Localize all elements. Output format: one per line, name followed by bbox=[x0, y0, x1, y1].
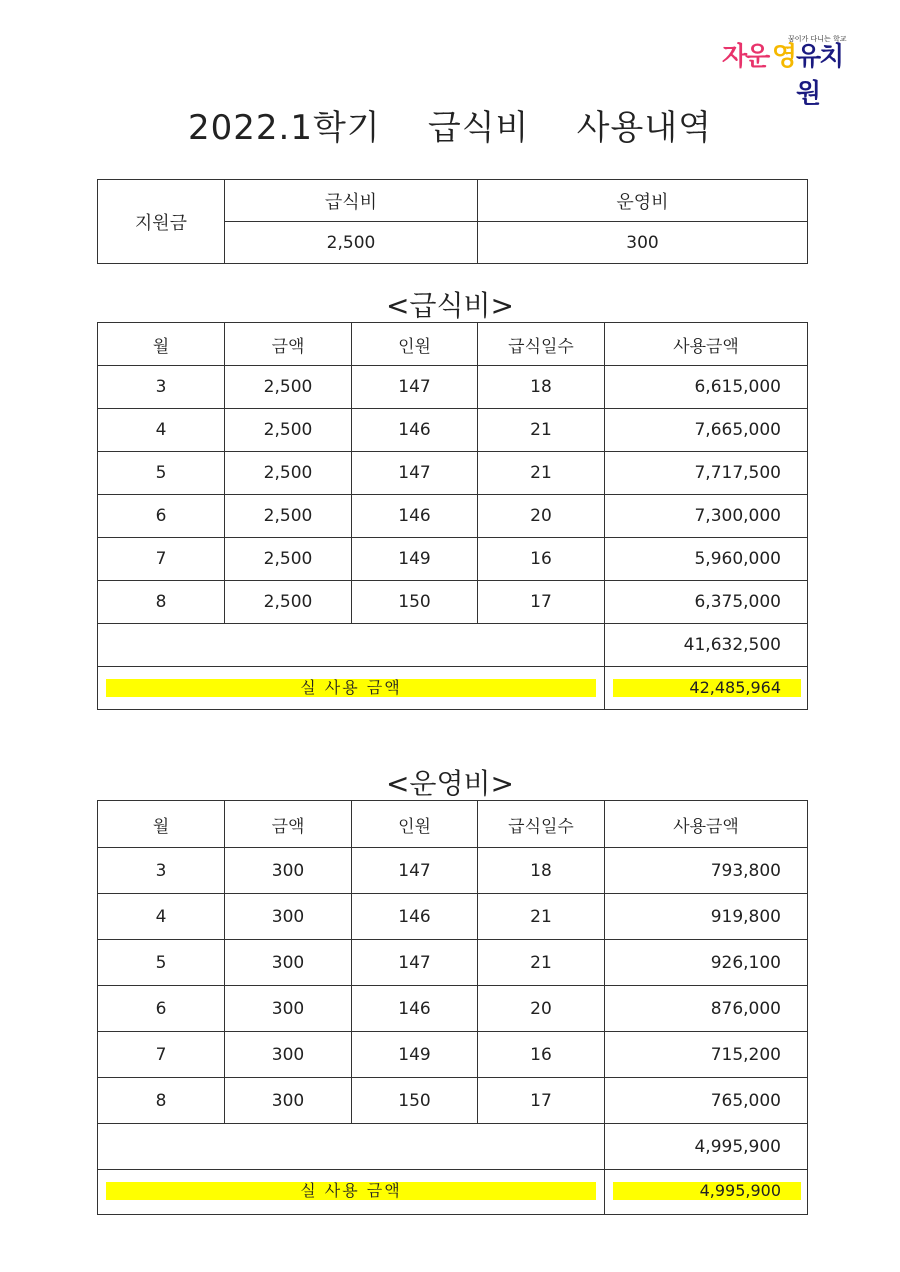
cell: 300 bbox=[225, 986, 352, 1032]
table-row bbox=[98, 940, 808, 986]
cell: 7,665,000 bbox=[605, 409, 808, 452]
table-row bbox=[98, 495, 808, 538]
logo-text-3: 유치원 bbox=[796, 42, 843, 109]
cell: 8 bbox=[98, 1078, 225, 1124]
cell: 17 bbox=[478, 1078, 605, 1124]
cell: 18 bbox=[478, 366, 605, 409]
meal-section-title: <급식비> bbox=[385, 289, 515, 322]
support-label: 지원금 bbox=[98, 180, 225, 264]
cell: 7 bbox=[98, 1032, 225, 1078]
cell: 926,100 bbox=[605, 940, 808, 986]
real-usage-label-cell bbox=[98, 1170, 605, 1215]
cell: 16 bbox=[478, 1032, 605, 1078]
table-row bbox=[98, 581, 808, 624]
cell: 147 bbox=[352, 452, 478, 495]
total-label-cell bbox=[98, 624, 605, 667]
real-usage-row bbox=[98, 1170, 808, 1215]
cell: 876,000 bbox=[605, 986, 808, 1032]
table-row bbox=[98, 452, 808, 495]
real-usage-row bbox=[98, 667, 808, 710]
cell: 146 bbox=[352, 894, 478, 940]
cell: 147 bbox=[352, 940, 478, 986]
table-row bbox=[98, 538, 808, 581]
cell: 18 bbox=[478, 848, 605, 894]
cell: 20 bbox=[478, 495, 605, 538]
cell: 300 bbox=[225, 848, 352, 894]
header-people: 인원 bbox=[352, 323, 478, 366]
table-row bbox=[98, 1078, 808, 1124]
header-days: 급식일수 bbox=[478, 323, 605, 366]
cell: 16 bbox=[478, 538, 605, 581]
header-month: 월 bbox=[98, 801, 225, 848]
table-row bbox=[98, 409, 808, 452]
cell: 2,500 bbox=[225, 581, 352, 624]
cell: 5 bbox=[98, 452, 225, 495]
cell: 6,615,000 bbox=[605, 366, 808, 409]
operation-section-title: <운영비> bbox=[385, 767, 515, 800]
real-usage-value: 4,995,900 bbox=[613, 1182, 801, 1200]
cell: 2,500 bbox=[225, 538, 352, 581]
cell: 300 bbox=[225, 1078, 352, 1124]
cell: 149 bbox=[352, 1032, 478, 1078]
support-value-meal: 2,500 bbox=[225, 222, 478, 264]
header-used: 사용금액 bbox=[605, 801, 808, 848]
cell: 793,800 bbox=[605, 848, 808, 894]
cell: 3 bbox=[98, 366, 225, 409]
total-value: 41,632,500 bbox=[605, 624, 808, 667]
logo-text-2: 영 bbox=[772, 42, 796, 72]
cell: 21 bbox=[478, 894, 605, 940]
real-usage-label: 실 사용 금액 bbox=[106, 1182, 596, 1200]
real-usage-value: 42,485,964 bbox=[613, 679, 801, 697]
cell: 21 bbox=[478, 940, 605, 986]
table-row bbox=[98, 366, 808, 409]
support-table bbox=[97, 179, 808, 264]
cell: 8 bbox=[98, 581, 225, 624]
logo-text-1: 자운 bbox=[722, 42, 769, 72]
cell: 300 bbox=[225, 1032, 352, 1078]
cell: 147 bbox=[352, 366, 478, 409]
logo-tagline: 꿈이가 다니는 학교 bbox=[788, 35, 847, 43]
cell: 765,000 bbox=[605, 1078, 808, 1124]
cell: 5 bbox=[98, 940, 225, 986]
cell: 2,500 bbox=[225, 495, 352, 538]
support-header-operation: 운영비 bbox=[478, 180, 808, 222]
cell: 146 bbox=[352, 495, 478, 538]
cell: 149 bbox=[352, 538, 478, 581]
cell: 919,800 bbox=[605, 894, 808, 940]
cell: 4 bbox=[98, 894, 225, 940]
cell: 21 bbox=[478, 452, 605, 495]
total-row bbox=[98, 1124, 808, 1170]
cell: 6 bbox=[98, 495, 225, 538]
cell: 2,500 bbox=[225, 409, 352, 452]
real-usage-label-cell bbox=[98, 667, 605, 710]
cell: 147 bbox=[352, 848, 478, 894]
cell: 7,300,000 bbox=[605, 495, 808, 538]
total-label-cell bbox=[98, 1124, 605, 1170]
cell: 150 bbox=[352, 1078, 478, 1124]
real-usage-value-cell bbox=[605, 667, 808, 710]
header-days: 급식일수 bbox=[478, 801, 605, 848]
table-row bbox=[98, 848, 808, 894]
cell: 300 bbox=[225, 894, 352, 940]
cell: 715,200 bbox=[605, 1032, 808, 1078]
table-row bbox=[98, 1032, 808, 1078]
cell: 21 bbox=[478, 409, 605, 452]
total-row bbox=[98, 624, 808, 667]
header-people: 인원 bbox=[352, 801, 478, 848]
cell: 6 bbox=[98, 986, 225, 1032]
cell: 3 bbox=[98, 848, 225, 894]
kindergarten-logo bbox=[722, 34, 847, 109]
table-row bbox=[98, 986, 808, 1032]
header-amount: 금액 bbox=[225, 801, 352, 848]
cell: 7,717,500 bbox=[605, 452, 808, 495]
cell: 6,375,000 bbox=[605, 581, 808, 624]
header-month: 월 bbox=[98, 323, 225, 366]
cell: 300 bbox=[225, 940, 352, 986]
table-header-row bbox=[98, 801, 808, 848]
cell: 17 bbox=[478, 581, 605, 624]
cell: 5,960,000 bbox=[605, 538, 808, 581]
support-value-operation: 300 bbox=[478, 222, 808, 264]
table-row bbox=[98, 894, 808, 940]
cell: 7 bbox=[98, 538, 225, 581]
header-amount: 금액 bbox=[225, 323, 352, 366]
cell: 2,500 bbox=[225, 366, 352, 409]
header-used: 사용금액 bbox=[605, 323, 808, 366]
table-header-row bbox=[98, 323, 808, 366]
real-usage-value-cell bbox=[605, 1170, 808, 1215]
meal-usage-table bbox=[97, 322, 808, 710]
support-header-meal: 급식비 bbox=[225, 180, 478, 222]
total-value: 4,995,900 bbox=[605, 1124, 808, 1170]
cell: 2,500 bbox=[225, 452, 352, 495]
cell: 146 bbox=[352, 409, 478, 452]
cell: 150 bbox=[352, 581, 478, 624]
cell: 146 bbox=[352, 986, 478, 1032]
cell: 20 bbox=[478, 986, 605, 1032]
real-usage-label: 실 사용 금액 bbox=[106, 679, 596, 697]
cell: 4 bbox=[98, 409, 225, 452]
operation-usage-table bbox=[97, 800, 808, 1215]
page-title: 2022.1학기 급식비 사용내역 bbox=[187, 108, 713, 148]
